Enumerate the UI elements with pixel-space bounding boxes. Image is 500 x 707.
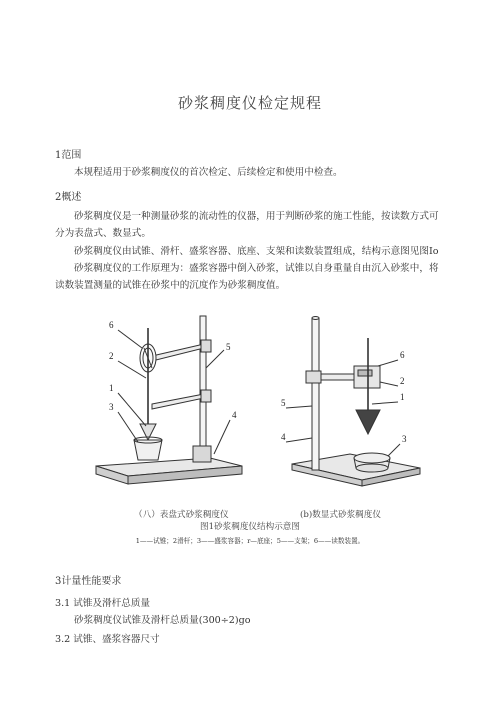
section-2-para3-line1: 砂浆稠度仪的工作原理为：盛浆容器中倒入砂浆，试锥以自身重量自由沉入砂浆中，将 <box>74 263 439 274</box>
support-column-left <box>200 316 206 456</box>
section-2-para2: 砂浆稠度仪由试锥、滑杆、盛浆容器、底座、支架和读数装置组成，结构示意图见图Io <box>74 246 439 257</box>
right-label-1: 1 <box>400 392 405 402</box>
right-label-5: 5 <box>281 398 286 408</box>
section-3-heading: 3计量性能要求 <box>55 576 122 587</box>
section-2-para1-line1: 砂浆稠度仪是一种测量砂浆的流动性的仪器，用于判断砂浆的施工性能，按读数方式可 <box>74 211 439 222</box>
document-title: 砂浆稠度仪检定规程 <box>177 94 322 112</box>
left-label-3: 3 <box>109 402 114 412</box>
right-label-6: 6 <box>400 350 405 360</box>
section-2-para3-line2: 读数装置测量的试锥在砂浆中的沉度作为砂浆稠度值。 <box>55 280 286 291</box>
dial-type-instrument <box>96 316 242 484</box>
right-label-3: 3 <box>402 434 407 444</box>
section-2-para1-line2: 分为表盘式、数显式。 <box>55 228 151 239</box>
section-1-paragraph: 本规程适用于砂浆稠度仪的首次检定、后续检定和使用中检查。 <box>74 167 343 178</box>
left-label-6: 6 <box>109 320 114 330</box>
section-3-1-heading: 3.1 试锥及滑杆总质量 <box>55 598 151 609</box>
right-label-4: 4 <box>281 432 286 442</box>
section-1-heading: 1范围 <box>55 150 82 161</box>
figure-legend: 1——试锥；2滑杆；3——盛浆容器；r—底座；5——支架；6——读数装置。 <box>135 537 365 545</box>
caption-right: (b)数显式砂浆稠度仪 <box>300 510 381 520</box>
mortar-container-right <box>354 453 390 463</box>
left-label-2: 2 <box>109 351 114 361</box>
support-column-right <box>312 318 319 470</box>
left-label-1: 1 <box>109 383 114 393</box>
left-label-5: 5 <box>226 342 231 352</box>
figure-title: 图1砂浆稠度仪结构示意图 <box>200 522 300 532</box>
section-2-heading: 2概述 <box>55 192 82 203</box>
section-3-2-heading: 3.2 试锥、盛浆容器尺寸 <box>55 634 160 645</box>
section-3-1-paragraph: 砂浆稠度仪试锥及滑杆总质量(300÷2)go <box>74 615 251 626</box>
digital-reading-device <box>354 366 380 388</box>
right-label-2: 2 <box>400 376 405 386</box>
structure-diagram <box>80 308 430 508</box>
test-cone-right <box>356 410 380 434</box>
caption-left: （八）表盘式砂浆稠度仪 <box>134 510 229 520</box>
left-label-4: 4 <box>232 410 237 420</box>
